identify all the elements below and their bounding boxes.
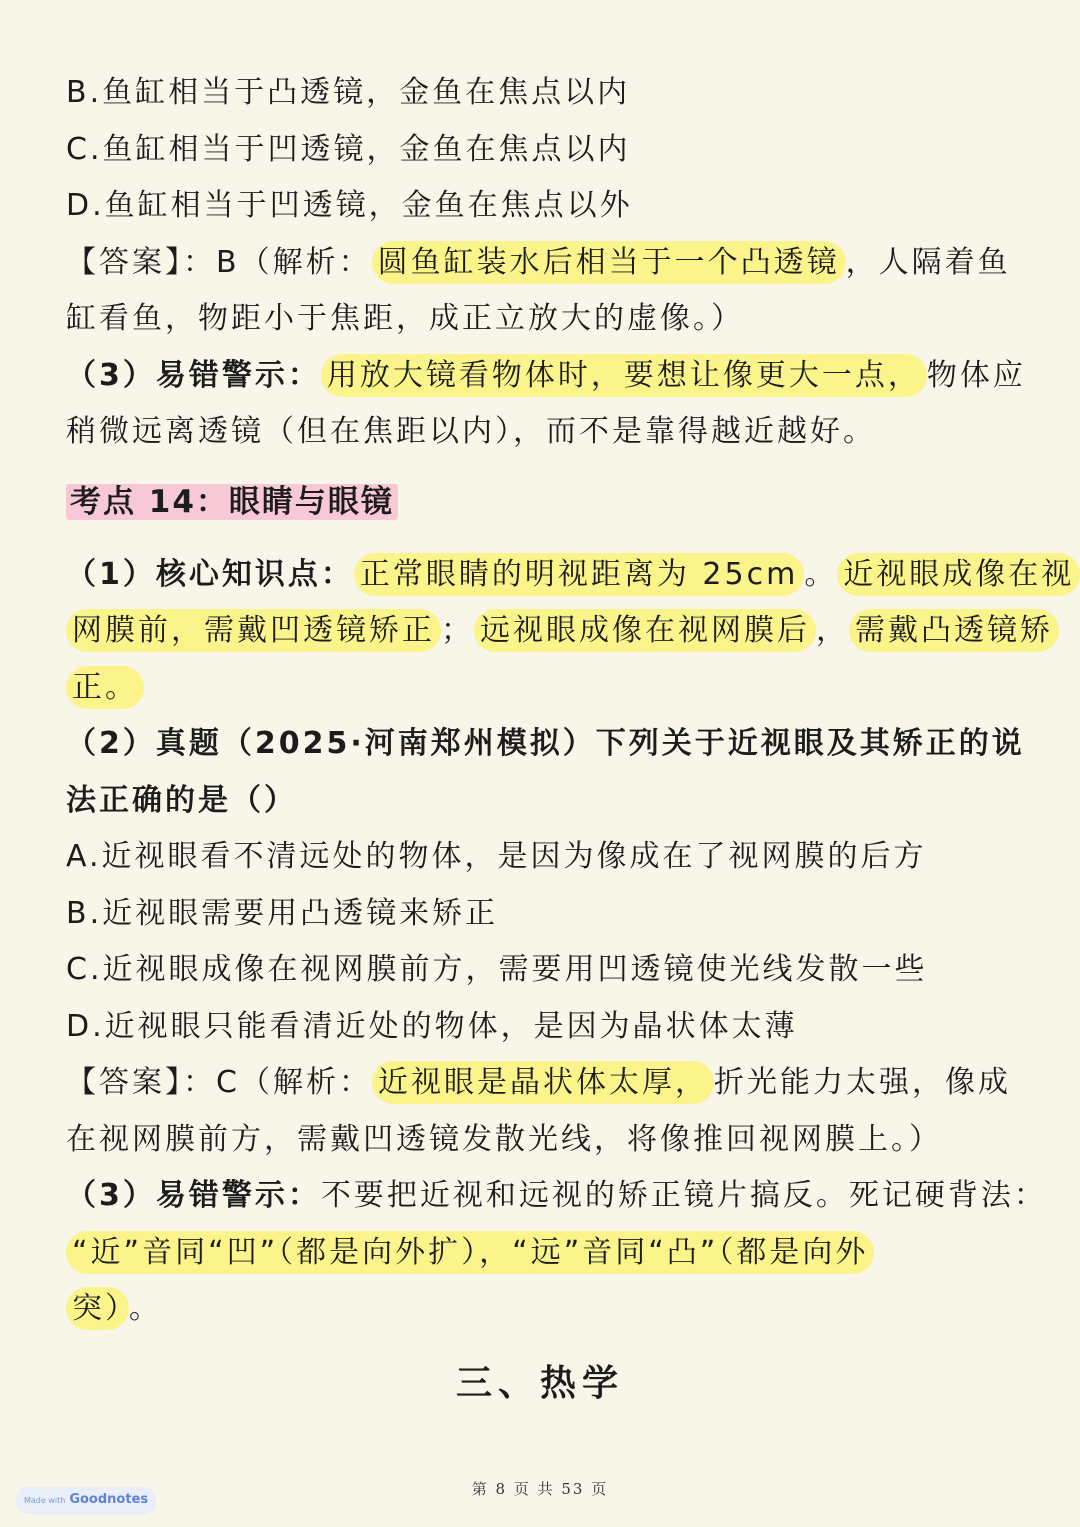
warning2-highlight: “近”音同“凹”（都是向外扩），“远”音同“凸”（都是向外 <box>66 1231 874 1274</box>
core-semicolon: ； <box>441 613 474 648</box>
question-line-1: （2）真题（2025·河南郑州模拟）下列关于近视眼及其矫正的说 <box>66 726 1025 761</box>
section-heading-thermal: 三、热学 <box>455 1363 624 1404</box>
option-d-line: D.鱼缸相当于凹透镜，金鱼在焦点以外 <box>66 188 633 223</box>
goodnotes-badge[interactable] <box>16 1487 156 1514</box>
badge-made-with: Made with <box>24 1496 66 1505</box>
warning2-line-1 <box>66 1167 1047 1224</box>
warning-line-2: 稍微远离透镜（但在焦距以内），而不是靠得越近越好。 <box>66 414 876 449</box>
option-c2-line: C.近视眼成像在视网膜前方，需要用凹透镜使光线发散一些 <box>66 952 928 987</box>
core-comma: ， <box>816 613 849 648</box>
core-line-1 <box>66 546 1075 603</box>
option-b-line: B.鱼缸相当于凸透镜，金鱼在焦点以内 <box>66 75 631 110</box>
question-line-2: 法正确的是（） <box>66 783 297 818</box>
warning-rest: 物体应 <box>926 358 1026 393</box>
warning2-line-2 <box>66 1224 1026 1281</box>
answer2-line-2: 在视网膜前方，需戴凹透镜发散光线，将像推回视网膜上。） <box>66 1122 942 1157</box>
answer-line-2: 缸看鱼，物距小于焦距，成正立放大的虚像。） <box>66 301 744 336</box>
core-highlight-1: 正常眼睛的明视距离为 25cm <box>354 553 804 596</box>
answer-label: 【答案】：B（解析： <box>66 245 372 280</box>
warning-line-1 <box>66 347 1026 404</box>
badge-brand: Goodnotes <box>69 1492 149 1507</box>
answer2-label: 【答案】：C（解析： <box>66 1065 372 1100</box>
core-highlight-5: 需戴凸透镜矫 <box>849 609 1059 652</box>
core-line-3 <box>66 659 1026 716</box>
core-highlight-6: 正。 <box>66 666 144 709</box>
answer-highlight: 圆鱼缸装水后相当于一个凸透镜 <box>372 241 846 284</box>
answer2-line-1 <box>66 1054 1026 1111</box>
option-a-line: A.近视眼看不清远处的物体，是因为像成在了视网膜的后方 <box>66 839 927 874</box>
answer-rest: ，人隔着鱼 <box>845 245 1011 280</box>
warning2-period: 。 <box>129 1291 162 1326</box>
warning2-text: 不要把近视和远视的矫正镜片搞反。死记硬背法： <box>320 1178 1047 1213</box>
warning2-label: （3）易错警示： <box>66 1178 321 1213</box>
answer-line-1 <box>66 234 1026 291</box>
core-highlight-4: 远视眼成像在视网膜后 <box>474 609 816 652</box>
option-d2-line: D.近视眼只能看清近处的物体，是因为晶状体太薄 <box>66 1009 798 1044</box>
section-title-14 <box>66 474 398 531</box>
warning2-highlight-end: 突） <box>66 1287 129 1330</box>
warning-label: （3）易错警示： <box>66 358 321 393</box>
core-line-2 <box>66 602 1053 659</box>
page-number: 第 8 页 共 53 页 <box>471 1480 609 1498</box>
core-period: 。 <box>804 557 838 592</box>
option-c-line: C.鱼缸相当于凹透镜，金鱼在焦点以内 <box>66 132 631 167</box>
warning-highlight: 用放大镜看物体时，要想让像更大一点， <box>321 354 927 397</box>
answer2-rest: 折光能力太强，像成 <box>713 1065 1011 1100</box>
core-highlight-2: 近视眼成像在视 <box>837 553 1080 596</box>
title-highlight: 考点 14：眼睛与眼镜 <box>66 484 398 520</box>
core-label: （1）核心知识点： <box>66 557 354 592</box>
warning2-line-3 <box>66 1280 1026 1337</box>
option-b2-line: B.近视眼需要用凸透镜来矫正 <box>66 896 499 931</box>
core-highlight-3: 网膜前，需戴凹透镜矫正 <box>66 609 441 652</box>
answer2-highlight: 近视眼是晶状体太厚， <box>372 1061 714 1104</box>
